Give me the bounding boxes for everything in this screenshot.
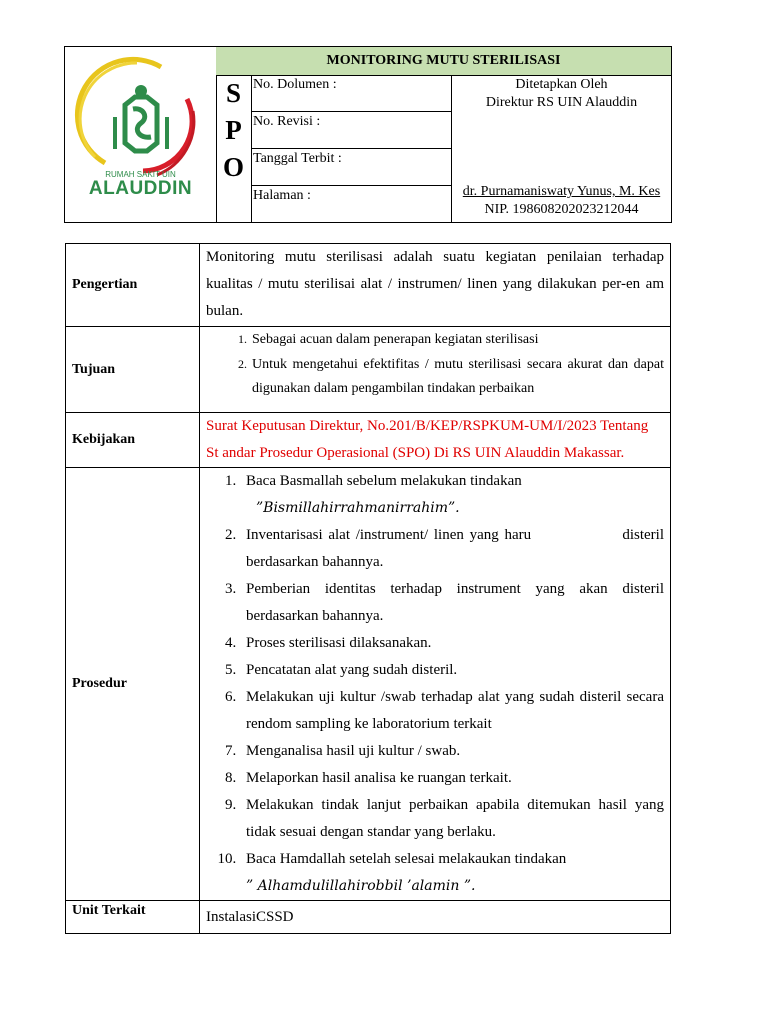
tujuan-item: 2. Untuk mengetahui efektifitas / mutu sterilisasi secara akurat dan dapat digunakan dalam pengambilan tindakan perbaikan [250, 352, 664, 401]
label-prosedur: Prosedur [66, 468, 200, 901]
prosedur-item: 4. Proses sterilisasi dilaksanakan. [240, 630, 664, 657]
label-pengertian: Pengertian [66, 244, 200, 327]
prayer-bismillah: ”Bismillahirrahmanirrahim”. [256, 500, 460, 516]
row-kebijakan [66, 413, 671, 468]
field-halaman: Halaman : [251, 186, 452, 223]
prosedur-item: 5. Pencatatan alat yang sudah disteril. [240, 657, 664, 684]
spo-letter-s: S [225, 78, 242, 108]
spo-label [216, 75, 252, 222]
prosedur-list [206, 468, 668, 900]
logo-cell [65, 47, 217, 222]
logo-text-top: RUMAH SAKIT UIN [105, 170, 176, 179]
label-tujuan: Tujuan [66, 327, 200, 413]
prosedur-item: 9. Melakukan tindak lanjut perbaikan apabila ditemukan hasil yang tidak sesuai dengan standar yang berlaku. [240, 792, 664, 846]
spo-letter-o: O [222, 152, 244, 182]
sign-name: dr. Purnamaniswaty Yunus, M. Kes [462, 184, 661, 199]
row-unit-terkait [66, 901, 671, 934]
prosedur-item: 3. Pemberian identitas terhadap instrument yang akan disteril berdasarkan bahannya. [240, 576, 664, 630]
prosedur-item-text: Baca Hamdallah setelah selesai melakaukan tindakan [246, 851, 567, 867]
value-kebijakan: Surat Keputusan Direktur, No.201/B/KEP/RSPKUM-UM/I/2023 Tentang St andar Prosedur Operasional (SPO) Di RS UIN Alauddin Makassar. [200, 413, 671, 468]
tujuan-item: 1. Sebagai acuan dalam penerapan kegiatan sterilisasi [250, 327, 664, 352]
prosedur-item [240, 468, 664, 522]
sign-line1: Ditetapkan Oleh [515, 77, 608, 92]
field-dolumen: No. Dolumen : [251, 75, 452, 112]
value-pengertian: Monitoring mutu sterilisasi adalah suatu kegiatan penilaian terhadap kualitas / mutu sterilisai alat / instrumen/ linen yang dilakukan per-en am bulan. [200, 244, 671, 327]
value-tujuan [200, 327, 671, 413]
field-tanggal: Tanggal Terbit : [251, 149, 452, 186]
value-prosedur [200, 468, 671, 901]
prosedur-item: 6. Melakukan uji kultur /swab terhadap alat yang sudah disteril secara rendom sampling ke laboratorium terkait [240, 684, 664, 738]
tujuan-list [206, 327, 664, 401]
row-tujuan [66, 327, 671, 413]
spo-letter-p: P [225, 115, 242, 145]
row-prosedur [66, 468, 671, 901]
spo-table [65, 243, 671, 934]
field-revisi: No. Revisi : [251, 112, 452, 149]
sign-line2: Direktur RS UIN Alauddin [485, 95, 638, 110]
document-header [64, 46, 672, 223]
logo-text-bottom: ALAUDDIN [88, 178, 193, 199]
prosedur-item: 8. Melaporkan hasil analisa ke ruangan terkait. [240, 765, 664, 792]
prosedur-item: 2. Inventarisasi alat /instrument/ linen yang haru disteril berdasarkan bahannya. [240, 522, 664, 576]
sign-nip: NIP. 198608202023212044 [484, 202, 639, 217]
document-title: MONITORING MUTU STERILISASI [216, 47, 671, 76]
value-unit-terkait: InstalasiCSSD [200, 901, 671, 934]
prosedur-item-text: Baca Basmallah sebelum melakukan tindakan [246, 473, 522, 489]
prayer-hamdallah: ” Alhamdulillahirobbil ’alamin ”. [246, 878, 476, 894]
signature-block [452, 75, 671, 222]
label-kebijakan: Kebijakan [66, 413, 200, 468]
row-pengertian [66, 244, 671, 327]
prosedur-item [240, 846, 664, 900]
label-unit-terkait: Unit Terkait [66, 901, 200, 934]
prosedur-item: 7. Menganalisa hasil uji kultur / swab. [240, 738, 664, 765]
